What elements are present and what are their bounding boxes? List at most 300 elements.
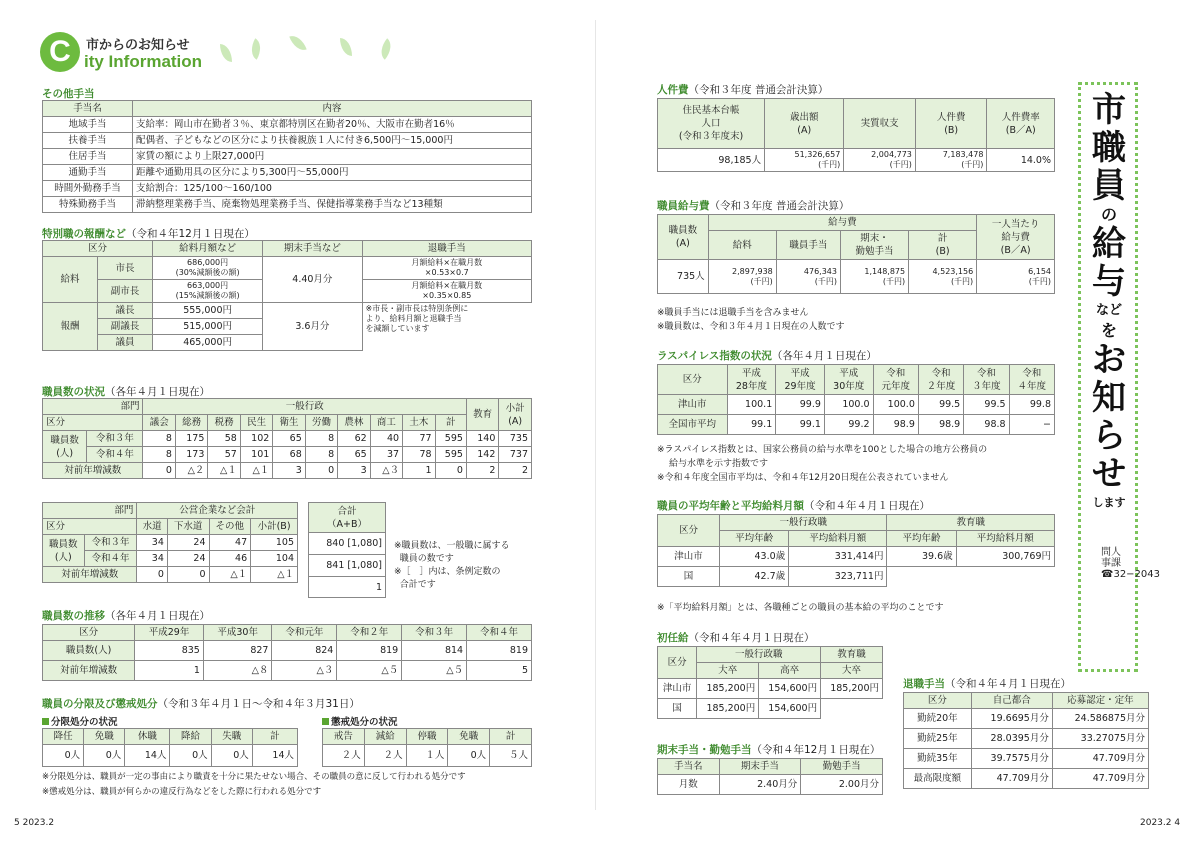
table-header-cell — [824, 365, 873, 395]
section-title-staff-trend — [42, 608, 210, 623]
table-cell: 99.5 — [964, 395, 1009, 415]
table-row — [43, 257, 532, 280]
staff-numbers-table — [42, 398, 532, 479]
text-fragment: 令和 — [886, 367, 906, 379]
table-cell: 距離や通勤用具の区分により5,300円〜55,000円 — [133, 165, 532, 181]
text-fragment: 給与費 — [1001, 231, 1030, 243]
table-cell: 98.8 — [964, 415, 1009, 435]
table-header-cell: 失職 — [211, 729, 252, 745]
table-header-cell: 小計(B) — [251, 519, 298, 535]
table-cell: 555,000円 — [153, 303, 263, 319]
table-cell: 扶養手当 — [43, 133, 133, 149]
text-fragment: (千円) — [882, 276, 906, 286]
text-fragment: 職員数の推移 — [42, 610, 105, 622]
table-header-cell: 区分 — [658, 365, 728, 395]
text-fragment: 職 — [1092, 128, 1126, 168]
text-fragment: （令和４年12月１日現在） — [751, 744, 881, 756]
text-fragment: 2,897,938 — [732, 266, 773, 276]
table-cell: 173 — [175, 447, 207, 463]
table-row — [43, 165, 532, 181]
text-fragment: より、給料月額と退職手当 — [365, 314, 462, 323]
table-row — [904, 729, 1149, 749]
table-cell: 46 — [209, 551, 251, 567]
table-cell: 全国市平均 — [658, 415, 728, 435]
section-title-salary-cost — [657, 198, 849, 213]
text-fragment: 51,326,657 — [794, 150, 841, 159]
table-cell: 14.0% — [987, 149, 1055, 172]
table-header-cell — [727, 365, 776, 395]
text-fragment: 476,343 — [803, 266, 837, 276]
table-header-cell: 区分 — [43, 241, 153, 257]
text-fragment: 期末・ — [860, 233, 889, 244]
table-cell: △５ — [337, 661, 402, 681]
table-cell: 58 — [208, 431, 240, 447]
text-fragment: ２年度 — [926, 380, 956, 392]
table-header-cell: 教育職 — [887, 515, 1055, 531]
section-title-laspeyres — [657, 348, 877, 363]
table-header-cell: 内容 — [133, 101, 532, 117]
text-fragment: (30%減額後の額) — [175, 268, 240, 277]
table-cell: 津山市 — [658, 547, 720, 567]
table-cell: 323,711円 — [789, 567, 887, 587]
table-header-cell: 給料 — [708, 231, 776, 260]
text-fragment: (15%減額後の額) — [175, 291, 240, 300]
table-cell: 1 — [135, 661, 204, 681]
table-cell — [776, 260, 840, 294]
text-fragment: (千円) — [1028, 276, 1051, 286]
other-allowances-table — [42, 100, 532, 213]
table-row — [658, 260, 1055, 294]
table-cell: − — [1009, 415, 1054, 435]
table-cell — [362, 257, 531, 280]
table-cell: 33.27075月分 — [1052, 729, 1148, 749]
section-title-staff-numbers — [42, 384, 210, 399]
table-cell: 735人 — [658, 260, 709, 294]
table-header-cell: 平均給料月額 — [956, 531, 1054, 547]
text-fragment: 4,523,156 — [932, 266, 974, 276]
table-cell: 令和４年 — [84, 551, 137, 567]
text-fragment: (千円) — [818, 160, 841, 169]
table-cell: △１ — [251, 567, 298, 583]
table-cell: 824 — [272, 641, 337, 661]
table-row — [43, 197, 532, 213]
table-header-cell: 手当名 — [658, 759, 720, 775]
table-header-cell — [765, 99, 844, 149]
table-header-cell: 手当名 — [43, 101, 133, 117]
table-row — [904, 709, 1149, 729]
table-cell: 57 — [208, 447, 240, 463]
table-header-cell: 実質収支 — [844, 99, 916, 149]
table-header-cell: 計 — [490, 729, 532, 745]
staff-notes — [394, 540, 510, 592]
table-cell: 滞納整理業務手当、廃棄物処理業務手当、保健指導業務手当など13種類 — [133, 197, 532, 213]
text-fragment: 月額給料×在職月数 — [411, 281, 483, 290]
text-fragment: （令和３年度 普通会計決算） — [688, 84, 829, 96]
table-cell: 対前年増減数 — [43, 463, 143, 479]
table-header-cell: 高卒 — [759, 663, 821, 679]
table-cell: 国 — [658, 699, 697, 719]
table-header-cell: 平成29年 — [135, 625, 204, 641]
text-fragment: 職員数 — [668, 225, 698, 236]
text-fragment: 特別職の報酬など — [42, 228, 126, 240]
table-cell: 47 — [209, 535, 251, 551]
table-cell: 47.709月分 — [1052, 769, 1148, 789]
table-cell: 津山市 — [658, 679, 697, 699]
table-header-cell: 水道 — [137, 519, 167, 535]
text-fragment: （各年４月１日現在） — [105, 386, 210, 398]
table-cell: １人 — [406, 745, 448, 767]
table-cell: 595 — [435, 431, 466, 447]
text-fragment: 686,000円 — [187, 258, 229, 267]
text-fragment: 職員数の状況 — [42, 386, 105, 398]
table-cell: 14人 — [125, 745, 170, 767]
text-fragment: 小計 — [505, 402, 525, 414]
table-cell: 勤続25年 — [904, 729, 972, 749]
table-header-cell — [309, 503, 386, 533]
table-cell: 24 — [167, 535, 209, 551]
text-fragment: （各年４月１日現在） — [771, 350, 877, 362]
discipline-note-2: ※懲戒処分は、職員が何らかの違反行為などをした際に行われる処分です — [42, 787, 322, 797]
table-cell: 39.7575月分 — [971, 749, 1052, 769]
average-age-table — [657, 514, 1055, 587]
table-cell: 副議長 — [98, 319, 153, 335]
table-cell: 0人 — [170, 745, 211, 767]
department-contact: 問人事課☎32−2043 — [1101, 547, 1161, 580]
table-header-cell — [1009, 365, 1054, 395]
table-header-cell — [658, 215, 709, 260]
table-row — [658, 547, 1055, 567]
text-fragment: お — [1092, 340, 1126, 380]
table-header-cell: 労働 — [305, 415, 337, 431]
table-cell: 2.00月分 — [801, 775, 883, 795]
table-header-cell — [909, 231, 977, 260]
table-header-cell: 民生 — [240, 415, 272, 431]
section-title-starting-salary — [657, 630, 815, 645]
salary-cost-note-1: ※職員手当には退職手当を含みません — [657, 308, 809, 318]
table-row — [43, 535, 298, 551]
table-cell: 津山市 — [658, 395, 728, 415]
text-fragment: 人件費率 — [1001, 111, 1040, 123]
subtitle-choukai: 懲戒処分の状況 — [322, 714, 398, 728]
logo-title: ity Information — [84, 52, 203, 71]
table-header-cell: 一般行政 — [143, 399, 466, 415]
table-header-cell: 計 — [435, 415, 466, 431]
table-cell: 対前年増減数 — [43, 661, 135, 681]
personnel-cost-table — [657, 98, 1055, 172]
text-fragment: 計 — [937, 233, 948, 244]
text-fragment: 員 — [1092, 166, 1126, 206]
table-header-cell: 平成30年 — [203, 625, 272, 641]
text-fragment: を減額しています — [365, 324, 430, 333]
table-cell: 300,769円 — [956, 547, 1054, 567]
text-fragment: 知 — [1092, 378, 1126, 418]
table-header-cell: 区分 — [43, 519, 137, 535]
table-cell: 99.8 — [1009, 395, 1054, 415]
table-header-cell: 令和３年 — [402, 625, 467, 641]
table-cell: 840 [1,080] — [309, 533, 386, 555]
table-row — [43, 431, 532, 447]
table-row — [323, 745, 532, 767]
table-cell: 331,414円 — [789, 547, 887, 567]
salary-cost-table — [657, 214, 1055, 294]
table-header-cell: 区分 — [658, 515, 720, 547]
logo-subtitle: 市からのお知らせ — [86, 38, 190, 53]
starting-salary-table — [657, 646, 883, 719]
table-row — [658, 415, 1055, 435]
vertical-title-box — [1078, 82, 1161, 672]
table-cell: 835 — [135, 641, 204, 661]
table-cell: ５人 — [490, 745, 532, 767]
table-header-cell: 教育 — [466, 399, 498, 431]
text-fragment: （令和４年４月１日現在） — [804, 500, 930, 512]
table-header-cell: 平均給料月額 — [789, 531, 887, 547]
retirement-table — [903, 692, 1149, 789]
laspeyres-table — [657, 364, 1055, 435]
table-cell: 2 — [466, 463, 498, 479]
table-cell: △８ — [203, 661, 272, 681]
table-cell — [43, 535, 85, 567]
table-cell: 支給率：岡山市在勤者３％、東京都特別区在勤者20％、大阪市在勤者16％ — [133, 117, 532, 133]
table-cell: 34 — [137, 535, 167, 551]
table-cell: 特殊勤務手当 — [43, 197, 133, 213]
table-row — [43, 149, 532, 165]
table-header-cell: 衛生 — [273, 415, 305, 431]
table-cell: 78 — [403, 447, 435, 463]
table-cell: 0人 — [43, 745, 84, 767]
section-title-retirement — [903, 676, 1071, 691]
text-fragment: します — [1092, 496, 1126, 509]
table-cell: 0 — [137, 567, 167, 583]
table-header-cell: 教育職 — [821, 647, 883, 663]
text-fragment: （令和４年12月１日現在） — [126, 228, 255, 240]
table-row — [43, 447, 532, 463]
table-cell: 62 — [338, 431, 370, 447]
bonus-table — [657, 758, 883, 795]
table-row — [658, 647, 883, 663]
table-cell: 98.9 — [873, 415, 918, 435]
table-cell: 0人 — [211, 745, 252, 767]
text-fragment: 退職手当 — [903, 678, 945, 690]
table-cell: △２ — [175, 463, 207, 479]
table-cell: 議長 — [98, 303, 153, 319]
table-header-cell — [918, 365, 963, 395]
table-cell: 議員 — [98, 335, 153, 351]
table-row — [658, 567, 1055, 587]
table-header-cell: 休職 — [125, 729, 170, 745]
table-cell — [821, 699, 883, 719]
table-cell: △１ — [209, 567, 251, 583]
table-cell: 175 — [175, 431, 207, 447]
table-cell: 105 — [251, 535, 298, 551]
table-cell: 2 — [499, 463, 532, 479]
text-fragment: 市 — [1092, 90, 1126, 130]
text-fragment: （A+B） — [327, 518, 367, 530]
table-header-cell: 議会 — [143, 415, 175, 431]
table-header-cell: 区分 — [43, 625, 135, 641]
table-header-cell: 戒告 — [323, 729, 365, 745]
table-row — [658, 679, 883, 699]
table-header-cell: 自己都合 — [971, 693, 1052, 709]
table-header-cell: 計 — [252, 729, 297, 745]
table-cell: 8 — [143, 447, 175, 463]
table-cell: 99.9 — [776, 395, 825, 415]
table-header-cell: 停職 — [406, 729, 448, 745]
table-row — [309, 533, 386, 555]
table-cell: 勤続20年 — [904, 709, 972, 729]
table-cell: 98.9 — [918, 415, 963, 435]
table-row — [43, 661, 532, 681]
table-cell: 37 — [370, 447, 402, 463]
table-header-cell: 期末手当 — [719, 759, 801, 775]
table-cell — [362, 280, 531, 303]
table-cell: △５ — [402, 661, 467, 681]
table-row — [43, 729, 298, 745]
table-cell — [708, 260, 776, 294]
text-fragment: (B／A) — [1000, 244, 1031, 256]
text-fragment: 平成 — [790, 367, 810, 379]
section-title-personnel-cost — [657, 82, 828, 97]
table-cell: △３ — [272, 661, 337, 681]
table-cell: 報酬 — [43, 303, 98, 351]
table-cell: △１ — [208, 463, 240, 479]
table-row — [658, 699, 883, 719]
table-cell: 2.40月分 — [719, 775, 801, 795]
table-header-cell: 降任 — [43, 729, 84, 745]
text-fragment: ３年度 — [972, 380, 1001, 392]
text-fragment: 7,183,478 — [942, 150, 984, 159]
section-title-bonus — [657, 742, 880, 757]
text-fragment: (千円) — [889, 160, 912, 169]
table-header-cell: 一般行政職 — [720, 515, 887, 531]
table-row — [309, 555, 386, 577]
table-cell: 14人 — [252, 745, 297, 767]
table-cell: 28.0395月分 — [971, 729, 1052, 749]
table-cell: 4.40月分 — [263, 257, 362, 303]
page-divider — [595, 20, 596, 810]
subtitle-bungen: 分限処分の状況 — [42, 714, 118, 728]
table-cell: 841 [1,080] — [309, 555, 386, 577]
text-fragment: （各年４月１日現在） — [105, 610, 210, 622]
table-cell — [765, 149, 844, 172]
table-cell: 40 — [370, 431, 402, 447]
text-fragment: 30年度 — [833, 380, 865, 392]
table-cell: 827 — [203, 641, 272, 661]
table-cell: △３ — [370, 463, 402, 479]
table-cell: 735 — [499, 431, 532, 447]
table-cell: 47.709月分 — [971, 769, 1052, 789]
table-cell: 24.586875月分 — [1052, 709, 1148, 729]
table-cell: 185,200円 — [697, 679, 759, 699]
table-header-cell: 給料月額など — [153, 241, 263, 257]
text-fragment: 職員数 — [49, 538, 78, 550]
table-cell: 勤続35年 — [904, 749, 972, 769]
table-cell: 地域手当 — [43, 117, 133, 133]
table-cell: 0 — [305, 463, 337, 479]
table-row — [309, 577, 386, 598]
text-fragment: ら — [1092, 416, 1126, 456]
table-cell: 99.2 — [824, 415, 873, 435]
table-header-cell: 降給 — [170, 729, 211, 745]
table-cell: 65 — [338, 447, 370, 463]
table-header-cell: 土木 — [403, 415, 435, 431]
table-header-cell — [841, 231, 909, 260]
table-row — [43, 101, 532, 117]
text-fragment: 663,000円 — [187, 281, 229, 290]
laspeyres-note-1: ※ラスパイレス指数とは、国家公務員の給与水準を100とした場合の地方公務員の — [657, 445, 988, 455]
table-header-cell: 区分 — [43, 415, 143, 431]
table-cell: 副市長 — [98, 280, 153, 303]
text-fragment: 期末手当・勤勉手当 — [657, 744, 752, 756]
text-fragment: (千円) — [750, 276, 773, 286]
table-cell: 39.6歳 — [887, 547, 956, 567]
table-cell: 配偶者、子どもなどの区分により扶養親族１人に付き6,500円〜15,000円 — [133, 133, 532, 149]
text-fragment: せ — [1092, 454, 1126, 494]
table-row — [323, 729, 532, 745]
table-cell: 3 — [273, 463, 305, 479]
table-cell: 5 — [467, 661, 532, 681]
table-header-cell — [964, 365, 1009, 395]
table-row — [43, 519, 298, 535]
table-cell: 819 — [337, 641, 402, 661]
text-fragment: 住民基本台帳 — [682, 105, 740, 116]
table-header-cell — [658, 99, 765, 149]
text-fragment: （令和４年４月１日現在） — [688, 632, 815, 644]
table-cell: 34 — [137, 551, 167, 567]
text-fragment: ※市長・副市長は特別条例に — [365, 304, 469, 313]
table-cell: 19.6695月分 — [971, 709, 1052, 729]
table-row — [904, 693, 1149, 709]
table-cell: 支給割合：125/100〜160/100 — [133, 181, 532, 197]
table-cell: 101 — [240, 447, 272, 463]
section-title-discipline — [42, 696, 360, 711]
table-cell: 100.0 — [824, 395, 873, 415]
text-fragment: の — [1100, 205, 1117, 224]
text-fragment: （令和４年４月１日現在） — [945, 678, 1071, 690]
table-header-cell: 平均年齢 — [887, 531, 956, 547]
table-cell: 104 — [251, 551, 298, 567]
table-header-cell — [776, 365, 825, 395]
table-row — [658, 515, 1055, 531]
table-row — [658, 365, 1055, 395]
leaf-icon — [220, 44, 232, 62]
table-header-cell: 大卒 — [697, 663, 759, 679]
table-header-cell: 大卒 — [821, 663, 883, 679]
text-fragment: ※［ ］内は、条例定数の — [394, 567, 501, 577]
text-fragment: 平成 — [741, 367, 761, 379]
table-cell — [844, 149, 916, 172]
text-fragment: (千円) — [961, 160, 984, 169]
vertical-title — [1087, 91, 1131, 513]
table-row — [658, 149, 1055, 172]
text-fragment: 合計 — [337, 505, 357, 517]
text-fragment: 令和 — [976, 367, 996, 379]
table-header-cell: 免職 — [84, 729, 125, 745]
text-fragment: 歳出額 — [789, 111, 819, 123]
table-header-cell: 減給 — [364, 729, 406, 745]
public-enterprise-table — [42, 502, 298, 583]
text-fragment: 職員の数です — [399, 554, 454, 564]
table-header-cell: 商工 — [370, 415, 402, 431]
table-cell: 1 — [403, 463, 435, 479]
section-title-special-posts — [42, 226, 255, 241]
table-row — [43, 181, 532, 197]
table-row — [309, 503, 386, 533]
text-fragment: (B) — [935, 246, 950, 257]
text-fragment: 28年度 — [735, 380, 767, 392]
table-cell: 99.1 — [776, 415, 825, 435]
table-cell: ２人 — [323, 745, 365, 767]
table-row — [43, 463, 532, 479]
